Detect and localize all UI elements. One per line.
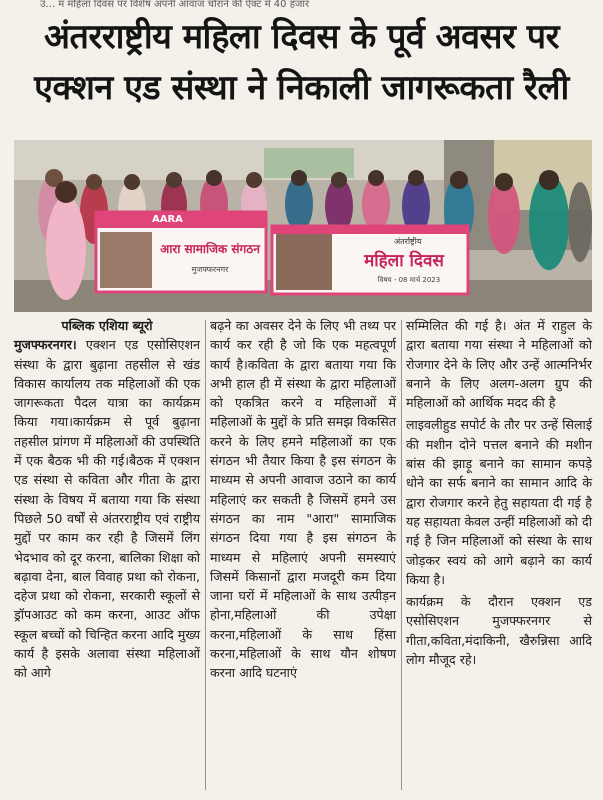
byline-bureau: पब्लिक एशिया ब्यूरो bbox=[61, 318, 153, 333]
article-column-3-para-1: सम्मिलित की गई है। अंत में राहुल के द्वारा बताया गया संस्था ने महिलाओं को रोजगार देने के लिए और उन्हें आत्मनिर्भर बनाने के लिए अलग-अलग ग्रुप की महिलाओं को आर्थिक मदद की है bbox=[406, 318, 592, 411]
article-column-2 bbox=[210, 316, 396, 683]
article-column-3-para-3: कार्यक्रम के दौरान एक्शन एड एसोसिएशन मुजफ्फरनगर से गीता,कविता,मंदाकिनी, खैरुन्निसा आदि लोग मौजूद रहे। bbox=[406, 594, 592, 668]
headline-line-2: एक्शन एड संस्था ने निकाली जागरूकता रैली bbox=[34, 68, 569, 108]
top-strip-text: उ... म महिला दिवस पर विशेष अपनी आवाज चौराने की ऐक्ट में 40 हजार bbox=[40, 0, 310, 10]
column-divider-2 bbox=[401, 320, 402, 790]
rally-photo bbox=[14, 140, 592, 312]
article-column-1 bbox=[14, 316, 200, 683]
rally-photo-illustration bbox=[14, 140, 592, 312]
right-banner-title: महिला दिवस bbox=[364, 251, 444, 271]
column-divider-1 bbox=[205, 320, 206, 790]
right-banner-date: विषय - 08 मार्च 2023 bbox=[377, 276, 441, 284]
article-column-2-text: बढ़ने का अवसर देने के लिए भी तथ्य पर कार्य कर रही है जो कि एक महत्वपूर्ण कार्य है।कविता के द्वारा बताया गया कि अभी हाल ही में संस्था के द्वारा महिलाओं को एकत्रित करने व महिलाओं में महिलाओं के मुद्दों के प्रति समझ विकसित करने के लिए हमने महिलाओं का एक संगठन भी तैयार किया है इस संगठन के माध्यम से अपनी आवाज उठाने का कार्य महिलाएं कर सकती है जिसमें हमने उस संगठन का नाम "आरा" सामाजिक संगठन दिया गया है इस संगठन के माध्यम से महिलाएं अपनी समस्याएं जिसमें किसानों द्वारा मजदूरी कम दिया जाना घरों में महिलाओं के साथ उत्पीड़न होना,महिलाओं की उपेक्षा करना,महिलाओं के साथ हिंसा करना,महिलाओं के साथ यौन शोषण करना आदि घटनाएं bbox=[210, 318, 396, 681]
left-banner-title: आरा सामाजिक संगठन bbox=[160, 242, 260, 256]
right-banner-small: अंतर्राष्ट्रीय bbox=[394, 237, 422, 246]
byline-city: मुजफ्फरनगर। bbox=[14, 337, 77, 353]
article-column-3-para-2: लाइवलीहुड सपोर्ट के तौर पर उन्हें सिलाई की मशीन दोने पत्तल बनाने की मशीन बांस की झाड़ू बनाने का सामान कपड़े धोने का सर्फ बनाने का सामान आदि के द्वारा रोजगार करने हेतु सहायता दी गई है यह सहायता केवल उन्हीं महिलाओं को दी गई है जिन महिलाओं को संस्था के साथ जोड़कर स्वयं को आगे बढ़ाने का कार्य किया है। bbox=[406, 417, 592, 587]
article-column-3 bbox=[406, 316, 592, 669]
headline bbox=[0, 12, 603, 114]
headline-line-1: अंतरराष्ट्रीय महिला दिवस के पूर्व अवसर पर bbox=[44, 17, 559, 57]
left-banner-logo: AARA bbox=[152, 214, 183, 225]
left-banner-subtitle: मुजफ्फरनगर bbox=[191, 265, 229, 274]
article-column-1-text: एक्शन एड एसोसिएशन संस्था के द्वारा बुढ़ाना तहसील से खंड विकास कार्यालय तक महिलाओं की एक जागरूकता पैदल यात्रा का कार्यक्रम किया गया।कार्यक्रम से पूर्व बुढ़ाना तहसील प्रांगण में महिलाओं की उपस्थिति में एक बैठक भी की गई।बैठक में एक्शन एड संस्था से कविता और गीता के द्वारा संस्था के विषय में बताया गया कि संस्था पिछले 50 वर्षों से अंतरराष्ट्रीय एवं राष्ट्रीय मुद्दों पर काम कर रही है जिसमें लिंग भेदभाव को दूर करना, बालिका शिक्षा को बढ़ावा देना, बाल विवाह प्रथा को रोकना, दहेज प्रथा को रोकना, सरकारी स्कूलों से ड्रॉपआउट को कम करना, आउट ऑफ स्कूल बच्चों को चिन्हित करना आदि मुख्य कार्य है इसके अलावा संस्था महिलाओं को आगे bbox=[14, 337, 200, 681]
byline bbox=[14, 316, 200, 683]
article-body bbox=[14, 316, 592, 794]
